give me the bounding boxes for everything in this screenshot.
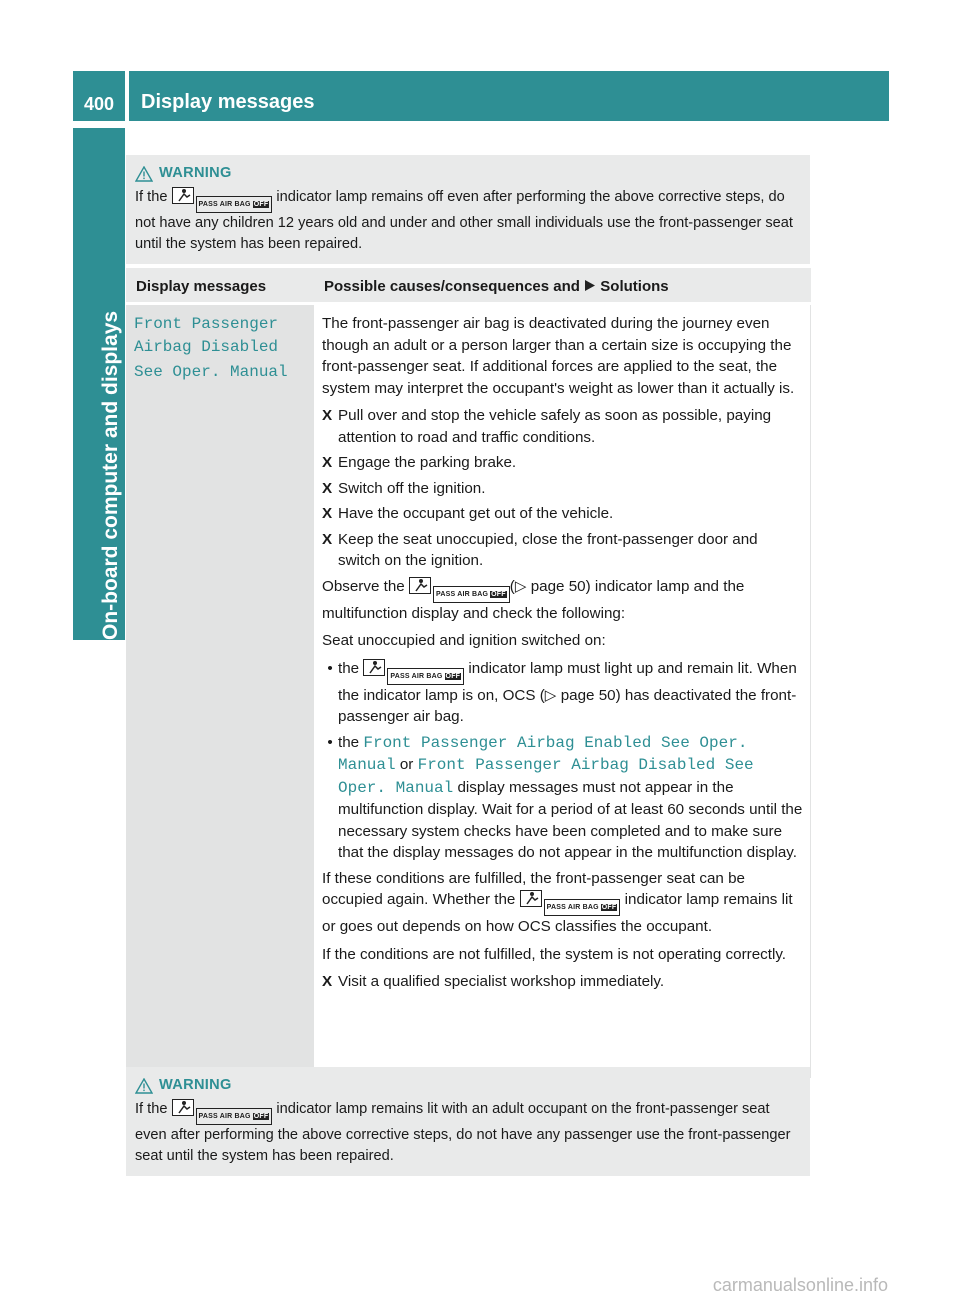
display-message-disabled: Front Passenger Airbag Disabled See Oper. Manual: [338, 756, 754, 797]
page-number: 400: [73, 71, 125, 121]
child-seat-icon: [409, 577, 431, 594]
list-item: X Visit a qualified specialist workshop immediately.: [322, 973, 665, 990]
header-causes-solutions: Possible causes/consequences and Solutions: [324, 278, 669, 295]
airbag-off-indicator: [409, 577, 510, 603]
observe-text: Observe the PASS AIR BAG OFF (▷ page 50) indicator lamp and the multifunction display and check the following:: [322, 577, 745, 622]
child-seat-icon: [363, 659, 385, 676]
warning-title: WARNING: [159, 1077, 232, 1093]
table-row: [126, 305, 811, 1078]
solutions-cell: [314, 305, 811, 1078]
warning-text-start: If the: [135, 188, 168, 205]
warning-box-bottom: [126, 1067, 810, 1176]
intro-text: The front-passenger air bag is deactivated during the journey even though an adult or a person larger than a certain size is occupying the front-passenger seat. If additional forces are applied to the seat, the system may interpret the occupant's weight as lower than it actually is.: [322, 315, 795, 397]
child-seat-icon: [172, 187, 194, 204]
pass-airbag-icon: PASS AIR BAG OFF: [544, 899, 621, 916]
display-message-cell: Front Passenger Airbag Disabled See Oper. Manual: [126, 305, 314, 1078]
pass-airbag-icon: PASS AIR BAG OFF: [196, 1108, 273, 1125]
seat-condition-text: Seat unoccupied and ignition switched on:: [322, 632, 606, 649]
list-item: • the Front Passenger Airbag Enabled See Oper. Manual or Front Passenger Airbag Disabled See Oper. Manual display messages must not appear in the multifunction display. Wait for a period of at least 60 seconds until the necessary system checks have been completed and to make sure that the display messages do not appear in the multifunction display.: [327, 733, 803, 861]
table-header: [126, 268, 811, 302]
solution-arrow-icon: [584, 279, 596, 292]
airbag-off-indicator: [172, 1099, 273, 1125]
watermark: carmanualsonline.info: [712, 1275, 888, 1295]
header-display-messages: Display messages: [136, 278, 267, 295]
page-title: Display messages: [141, 91, 315, 113]
warning-title: WARNING: [159, 165, 232, 181]
fulfilled-text: If these conditions are fulfilled, the front-passenger seat can be occupied again. Whether the PASS AIR BAG OFF indicator lamp remains lit or goes out depends on how OCS classifies the occupant.: [322, 869, 793, 935]
chapter-side-label: On-board computer and displays: [99, 310, 122, 640]
warning-text-end: indicator lamp remains lit with an adult occupant on the front-passenger seat even after performing the above corrective steps, do not have any passenger use the front-passenger seat until the system has been repaired.: [135, 1100, 791, 1164]
warning-triangle-icon: [135, 166, 153, 182]
airbag-off-indicator: [363, 659, 464, 685]
warning-text-start: If the: [135, 1100, 168, 1117]
pass-airbag-icon: PASS AIR BAG OFF: [433, 586, 510, 603]
pass-airbag-icon: PASS AIR BAG OFF: [196, 196, 273, 213]
child-seat-icon: [172, 1099, 194, 1116]
page-header: [129, 71, 889, 121]
warning-text: [135, 187, 802, 256]
list-item: X Pull over and stop the vehicle safely as soon as possible, paying attention to road and traffic conditions.: [322, 407, 772, 446]
warning-text-end: indicator lamp remains off even after performing the above corrective steps, do not have any children 12 years old and under and other small individuals use the front-passenger seat until the system has been repaired.: [135, 188, 793, 252]
display-messages-table: [126, 268, 811, 1078]
child-seat-icon: [520, 890, 542, 907]
pass-airbag-icon: PASS AIR BAG OFF: [387, 668, 464, 685]
warning-text: [135, 1099, 802, 1168]
display-message-enabled: Front Passenger Airbag Enabled See Oper. Manual: [338, 733, 748, 774]
steps-list: [322, 405, 804, 572]
list-item: X Engage the parking brake.: [322, 454, 517, 471]
airbag-off-indicator: [520, 890, 621, 916]
warning-box-top: [126, 155, 810, 264]
list-item: • the PASS AIR BAG OFF indicator lamp must light up and remain lit. When the indicator lamp is on, OCS (▷ page 50) has deactivated the front-passenger air bag.: [327, 659, 797, 725]
not-fulfilled-text: If the conditions are not fulfilled, the system is not operating correctly.: [322, 945, 787, 963]
list-item: X Have the occupant get out of the vehicle.: [322, 505, 614, 522]
airbag-off-indicator: [172, 187, 273, 213]
list-item: X Switch off the ignition.: [322, 479, 486, 497]
warning-triangle-icon: [135, 1078, 153, 1094]
list-item: X Keep the seat unoccupied, close the front-passenger door and switch on the ignition.: [322, 530, 758, 569]
